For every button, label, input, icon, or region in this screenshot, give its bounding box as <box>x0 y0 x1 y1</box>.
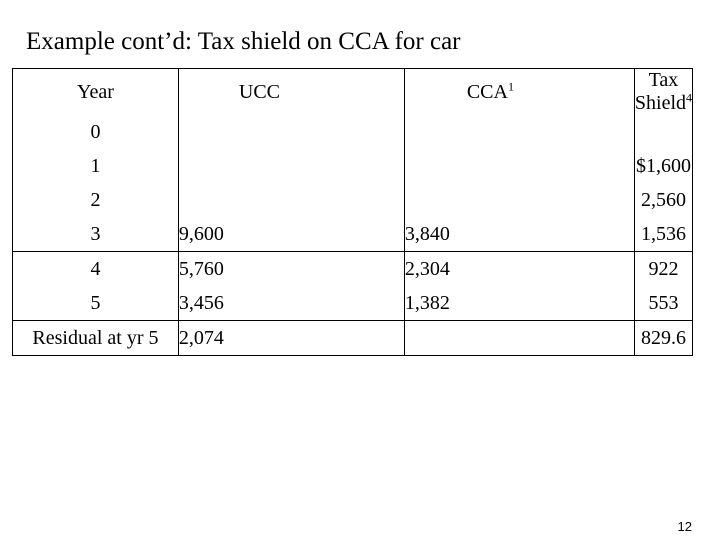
header-ucc: UCC <box>178 69 404 116</box>
cell-ucc: 2,074 <box>178 321 404 356</box>
table-row <box>13 217 693 252</box>
table-row <box>13 115 693 149</box>
table-header-row <box>13 69 693 116</box>
cell-year: 0 <box>90 120 101 143</box>
table-row <box>13 252 693 287</box>
cell-cca <box>404 149 634 183</box>
table-row <box>13 286 693 321</box>
cell-cca: 3,840 <box>404 217 634 252</box>
cell-tax-shield: 553 <box>634 286 692 321</box>
cell-cca <box>404 183 634 217</box>
cell-tax-shield <box>634 115 692 149</box>
cell-year: 2 <box>90 188 101 211</box>
page-title: Example cont’d: Tax shield on CCA for car <box>26 28 461 55</box>
cell-ucc <box>178 149 404 183</box>
table-row <box>13 149 693 183</box>
cell-cca <box>404 115 634 149</box>
cell-ucc <box>178 115 404 149</box>
cell-cca <box>404 321 634 356</box>
header-tax-shield-footnote: 4 <box>686 90 693 105</box>
page-number: 12 <box>677 519 692 534</box>
cell-tax-shield: 1,536 <box>634 217 692 252</box>
cell-cca: 2,304 <box>404 252 634 287</box>
header-cca-footnote: 1 <box>507 78 514 93</box>
cell-tax-shield: $1,600 <box>634 149 692 183</box>
table-row <box>13 183 693 217</box>
header-tax-shield-label: Tax Shield <box>634 69 687 114</box>
cell-tax-shield: 2,560 <box>634 183 692 217</box>
table-row <box>13 321 693 356</box>
cell-cca: 1,382 <box>404 286 634 321</box>
header-cca <box>404 69 634 116</box>
cell-year: 5 <box>90 291 101 314</box>
cell-ucc: 3,456 <box>178 286 404 321</box>
cell-ucc: 9,600 <box>178 217 404 252</box>
cell-year: 3 <box>90 222 101 245</box>
header-tax-shield <box>634 69 692 116</box>
cell-tax-shield: 922 <box>634 252 692 287</box>
cell-tax-shield: 829.6 <box>634 321 692 356</box>
cell-ucc: 5,760 <box>178 252 404 287</box>
cell-ucc <box>178 183 404 217</box>
cell-year: 1 <box>90 154 101 177</box>
cell-year: 4 <box>13 252 179 287</box>
cell-year: Residual at yr 5 <box>13 321 179 356</box>
header-cca-label: CCA <box>466 80 508 103</box>
header-year: Year <box>77 80 114 103</box>
tax-shield-table <box>12 68 693 356</box>
